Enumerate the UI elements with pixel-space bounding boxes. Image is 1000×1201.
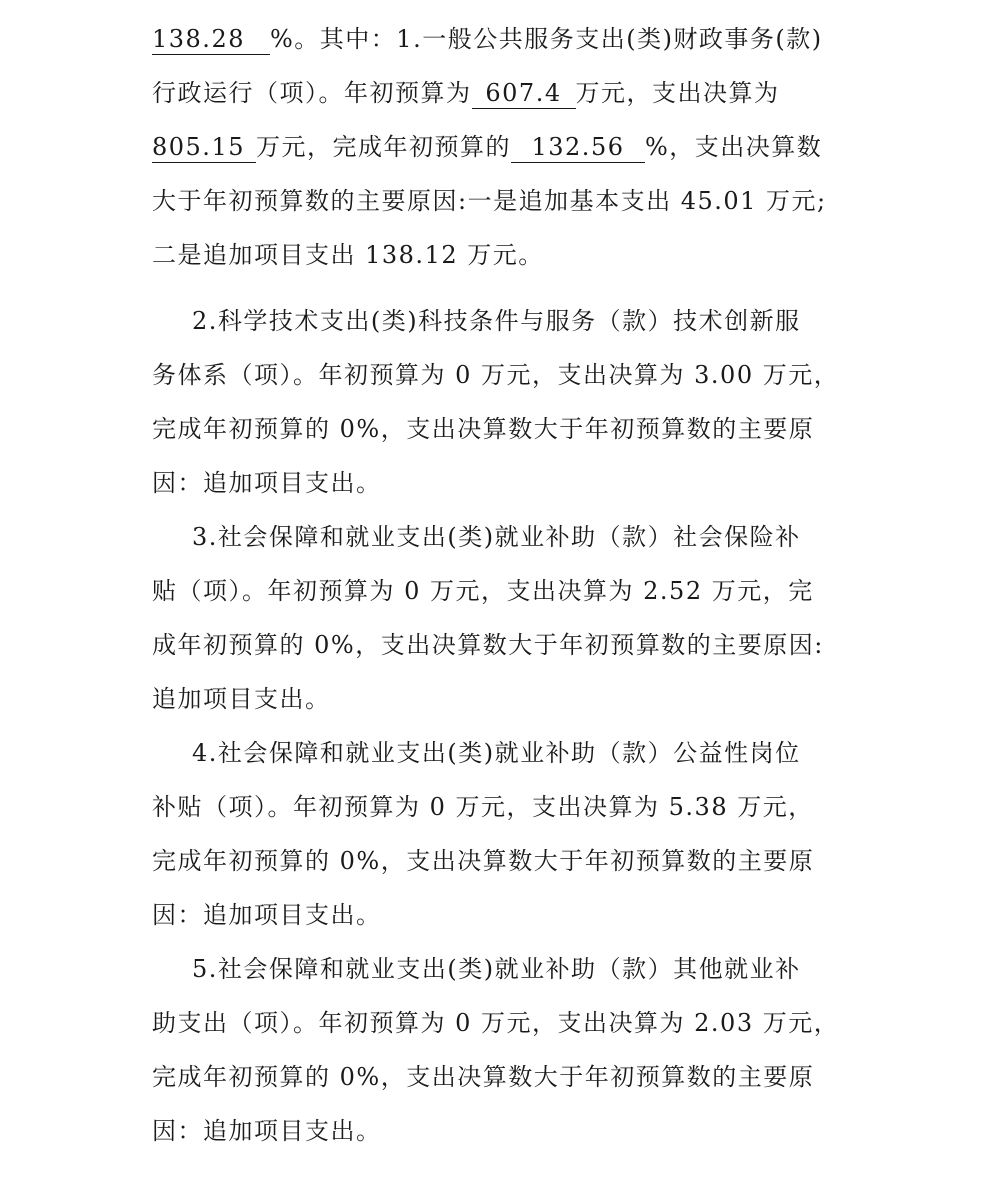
text-line: 助支出（项）。年初预算为 0 万元，支出决算为 2.03 万元， (152, 1009, 840, 1037)
text-line: 追加项目支出。 (152, 685, 331, 713)
text-segment: 行政运行（项）。年初预算为 (152, 79, 472, 107)
text-segment: %，支出决算数 (645, 133, 823, 161)
text-segment: 万元，支出决算为 (575, 79, 780, 107)
text-line: 因：追加项目支出。 (152, 901, 382, 929)
paragraph-science-technology (152, 294, 852, 510)
text-line (152, 12, 852, 66)
text-line: 成年初预算的 0%，支出决算数大于年初预算数的主要原因: (152, 631, 824, 659)
underlined-value: 805.15 (152, 132, 256, 163)
text-line: 补贴（项）。年初预算为 0 万元，支出决算为 5.38 万元， (152, 793, 814, 821)
text-line: 完成年初预算的 0%，支出决算数大于年初预算数的主要原 (152, 847, 815, 875)
document-body (152, 12, 852, 1158)
paragraph-social-insurance-subsidy (152, 510, 852, 726)
text-line: 3.社会保障和就业支出(类)就业补助（款）社会保险补 (192, 523, 801, 551)
text-segment: 万元，完成年初预算的 (256, 133, 511, 161)
text-line: 二是追加项目支出 138.12 万元。 (152, 241, 544, 269)
text-line: 务体系（项）。年初预算为 0 万元，支出决算为 3.00 万元， (152, 361, 840, 389)
paragraph-other-employment-subsidy (152, 942, 852, 1158)
text-line: 5.社会保障和就业支出(类)就业补助（款）其他就业补 (192, 955, 801, 983)
text-line (152, 66, 852, 120)
text-line: 贴（项）。年初预算为 0 万元，支出决算为 2.52 万元，完 (152, 577, 814, 605)
underlined-value: 132.56 (511, 132, 645, 163)
text-line: 因：追加项目支出。 (152, 1117, 382, 1145)
text-segment: %。其中：1.一般公共服务支出(类)财政事务(款) (270, 25, 823, 53)
paragraph-general-public-services (152, 12, 852, 282)
text-line: 完成年初预算的 0%，支出决算数大于年初预算数的主要原 (152, 1063, 815, 1091)
text-line: 因：追加项目支出。 (152, 469, 382, 497)
underlined-value: 607.4 (472, 78, 576, 109)
text-line: 大于年初预算数的主要原因:一是追加基本支出 45.01 万元; (152, 187, 827, 215)
underlined-value: 138.28 (152, 24, 270, 55)
text-line: 完成年初预算的 0%，支出决算数大于年初预算数的主要原 (152, 415, 815, 443)
text-line: 4.社会保障和就业支出(类)就业补助（款）公益性岗位 (192, 739, 801, 767)
text-line (152, 120, 852, 174)
text-line: 2.科学技术支出(类)科技条件与服务（款）技术创新服 (192, 307, 801, 335)
paragraph-public-welfare-post-subsidy (152, 726, 852, 942)
